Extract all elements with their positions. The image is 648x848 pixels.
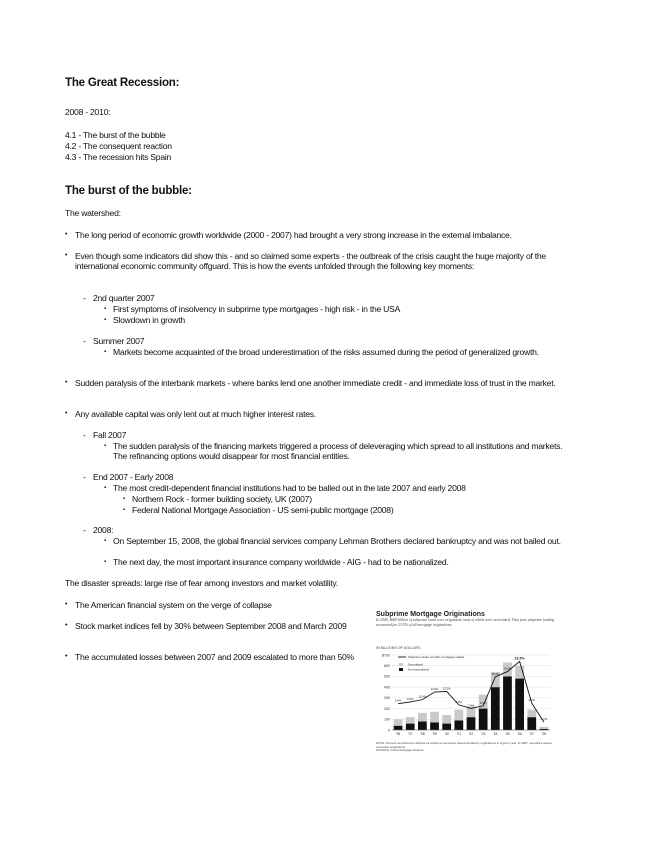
bullet-item: • Any available capital was only lent out at much higher interest rates. bbox=[75, 409, 316, 419]
chart-share-label: 13.2% bbox=[442, 686, 451, 691]
chart-xtick-label: '05 bbox=[505, 732, 510, 736]
bullet-item: • Stock market indices fell by 30% between September 2008 and March 2009 bbox=[75, 621, 350, 631]
timeline-label: - End 2007 - Early 2008 bbox=[93, 472, 173, 482]
sub-bullet: ▪ First symptoms of insolvency in subprime type mortgages - high risk - in the USA bbox=[113, 304, 400, 314]
chart-ytick-label: 500 bbox=[384, 674, 390, 679]
chart-legend-label: Securitized bbox=[408, 662, 423, 667]
chart-share-label: 10.4% bbox=[418, 694, 427, 699]
timeline-label: - 2008: bbox=[93, 525, 113, 535]
chart-legend-label: Non-securitized bbox=[408, 667, 429, 672]
chart-xtick-label: '97 bbox=[408, 732, 413, 736]
chart-ytick-label: 200 bbox=[384, 706, 390, 711]
chart-subtitle-box bbox=[376, 618, 564, 642]
chart-xtick-label: '07 bbox=[529, 732, 534, 736]
chart-xtick-label: '04 bbox=[493, 732, 498, 736]
chart-bar-non-securitized bbox=[527, 710, 536, 718]
chart-legend-swatch-non-securitized bbox=[399, 668, 403, 671]
chart-legend-swatch-securitized bbox=[399, 663, 403, 666]
chart-footer-box bbox=[376, 742, 561, 762]
chart-bar-non-securitized bbox=[430, 712, 439, 723]
chart-xtick-label: '01 bbox=[456, 732, 462, 736]
sub-bullet: ▪ The next day, the most important insurance company worldwide - AIG - had to be nationalized. bbox=[113, 557, 449, 567]
chart-share-label: 9.6% bbox=[407, 696, 414, 701]
chart-ytick-label: 600 bbox=[384, 664, 390, 669]
chart-bar-non-securitized bbox=[406, 717, 415, 723]
chart-plot bbox=[382, 653, 550, 736]
chart-xtick-label: '00 bbox=[444, 732, 449, 736]
chart-xtick-label: '08 bbox=[541, 732, 547, 736]
sub-bullet: ▪ On September 15, 2008, the global financial services company Lehman Brothers declared bankruptcy and was not bailed out. bbox=[113, 536, 578, 546]
chart-bar-securitized bbox=[479, 709, 488, 730]
sub-bullet: ▪ Markets become acquainted of the broad underestimation of the risks assumed during the period of generalized growth. bbox=[113, 347, 573, 357]
chart-xtick-label: '02 bbox=[468, 732, 474, 736]
chart-note: NOTE: Percent securitized is defined as subprime securities issued divided by originations in a given year. In 2007, securities issued exceeded originations. bbox=[376, 742, 552, 749]
chart-xtick-label: '96 bbox=[395, 732, 401, 736]
watershed-label: The watershed: bbox=[65, 208, 121, 218]
chart-share-label: 18.2% bbox=[491, 671, 500, 676]
chart-legend-label: Subprime share of entire mortgage market bbox=[408, 655, 465, 660]
chart-svg bbox=[370, 605, 566, 765]
bullet-item: • Sudden paralysis of the interbank markets - where banks lend one another immediate credit - and immediate loss of trust in the market. bbox=[75, 378, 577, 388]
bullet-item: • The American financial system on the verge of collapse bbox=[75, 600, 350, 610]
chart-title: Subprime Mortgage Originations bbox=[376, 611, 485, 618]
chart-bar-non-securitized bbox=[394, 719, 403, 725]
chart-bar-non-securitized bbox=[418, 713, 427, 722]
chart-share-label: 9.2% bbox=[528, 698, 535, 703]
sub-bullet: ▪ The sudden paralysis of the financing markets triggered a process of deleveraging which spread to all institutions and markets. The refinancing options would disappear for most financial entities. bbox=[113, 441, 573, 462]
chart-xtick-label: '98 bbox=[420, 732, 425, 736]
chart-share-label: 13.0% bbox=[430, 687, 439, 692]
chart-share-label: 23.5% bbox=[514, 656, 525, 661]
timeline-label: - Fall 2007 bbox=[93, 430, 126, 440]
bullet-item: • Even though some indicators did show this - and so claimed some experts - the outbreak of the crisis caught the huge majority of the international economic community offguard. This is how the events unfolded through the following key moments: bbox=[75, 251, 570, 272]
chart-bar-securitized bbox=[394, 726, 403, 730]
subprime-chart bbox=[370, 605, 566, 765]
chart-bar-securitized bbox=[442, 724, 451, 730]
chart-bar-securitized bbox=[515, 679, 524, 730]
chart-share-label: 2.7% bbox=[540, 717, 548, 722]
chart-share-label: 8.6% bbox=[455, 699, 463, 704]
toc-item: 4.3 - The recession hits Spain bbox=[65, 152, 172, 162]
chart-ytick-label: 0 bbox=[388, 728, 390, 733]
chart-bar-securitized bbox=[406, 724, 415, 730]
bullet-item: • The long period of economic growth worldwide (2000 - 2007) had brought a very strong increase in the external imbalance. bbox=[75, 230, 512, 240]
chart-bar-securitized bbox=[454, 720, 463, 730]
chart-share-label: 20.0% bbox=[503, 666, 512, 671]
chart-bar-securitized bbox=[491, 687, 500, 730]
timeline-label: - Summer 2007 bbox=[93, 336, 144, 346]
bullet-item: • The accumulated losses between 2007 and 2009 escalated to more than 50% bbox=[75, 652, 355, 662]
toc-item: 4.1 - The burst of the bubble bbox=[65, 130, 166, 140]
chart-bar-securitized bbox=[430, 723, 439, 731]
chart-bar-securitized bbox=[467, 717, 476, 730]
chart-share-label: 8.3% bbox=[479, 700, 487, 705]
chart-source: SOURCE: Inside Mortgage Finance bbox=[376, 748, 424, 753]
timeline-label: - 2nd quarter 2007 bbox=[93, 293, 154, 303]
chart-xtick-label: '03 bbox=[480, 732, 486, 736]
sub-bullet: ▪ Slowdown in growth bbox=[113, 315, 185, 325]
chart-ytick-label: 100 bbox=[384, 717, 390, 722]
chart-bar-non-securitized bbox=[540, 727, 549, 729]
sub-sub-bullet: ▪ Federal National Mortgage Association - US semi-public mortgage (2008) bbox=[132, 505, 393, 515]
period-label: 2008 - 2010: bbox=[65, 107, 111, 117]
chart-subtitle: In 2006, $600 billion of subprime loans were originated, most of which were securitized. That year, subprime lending accounted for 23.5% of all mortgage originations. bbox=[376, 618, 555, 627]
chart-share-label: 9.0% bbox=[394, 698, 402, 703]
chart-ytick-label: 300 bbox=[384, 696, 390, 701]
chart-bar-securitized bbox=[503, 676, 512, 730]
chart-bar-non-securitized bbox=[442, 715, 451, 724]
page-title: The Great Recession: bbox=[65, 77, 180, 89]
spread-label: The disaster spreads: large rise of fear among investors and market volatility. bbox=[65, 578, 338, 588]
chart-bar-securitized bbox=[527, 717, 536, 730]
sub-sub-bullet: ▪ Northern Rock - former building society, UK (2007) bbox=[132, 494, 312, 504]
chart-ylabel: IN BILLIONS OF DOLLARS bbox=[376, 646, 421, 650]
toc-item: 4.2 - The consequent reaction bbox=[65, 141, 172, 151]
sub-bullet: ▪ The most credit-dependent financial institutions had to be balled out in the late 2007 and early 2008 bbox=[113, 483, 466, 493]
chart-ytick-label: 400 bbox=[384, 685, 390, 690]
chart-bar-non-securitized bbox=[454, 710, 463, 721]
chart-share-label: 7.4% bbox=[467, 703, 475, 708]
section-title: The burst of the bubble: bbox=[65, 185, 192, 197]
chart-xtick-label: '99 bbox=[432, 732, 437, 736]
chart-ytick-label: $700 bbox=[382, 653, 390, 658]
chart-xtick-label: '06 bbox=[517, 732, 522, 736]
chart-bar-securitized bbox=[418, 721, 427, 730]
